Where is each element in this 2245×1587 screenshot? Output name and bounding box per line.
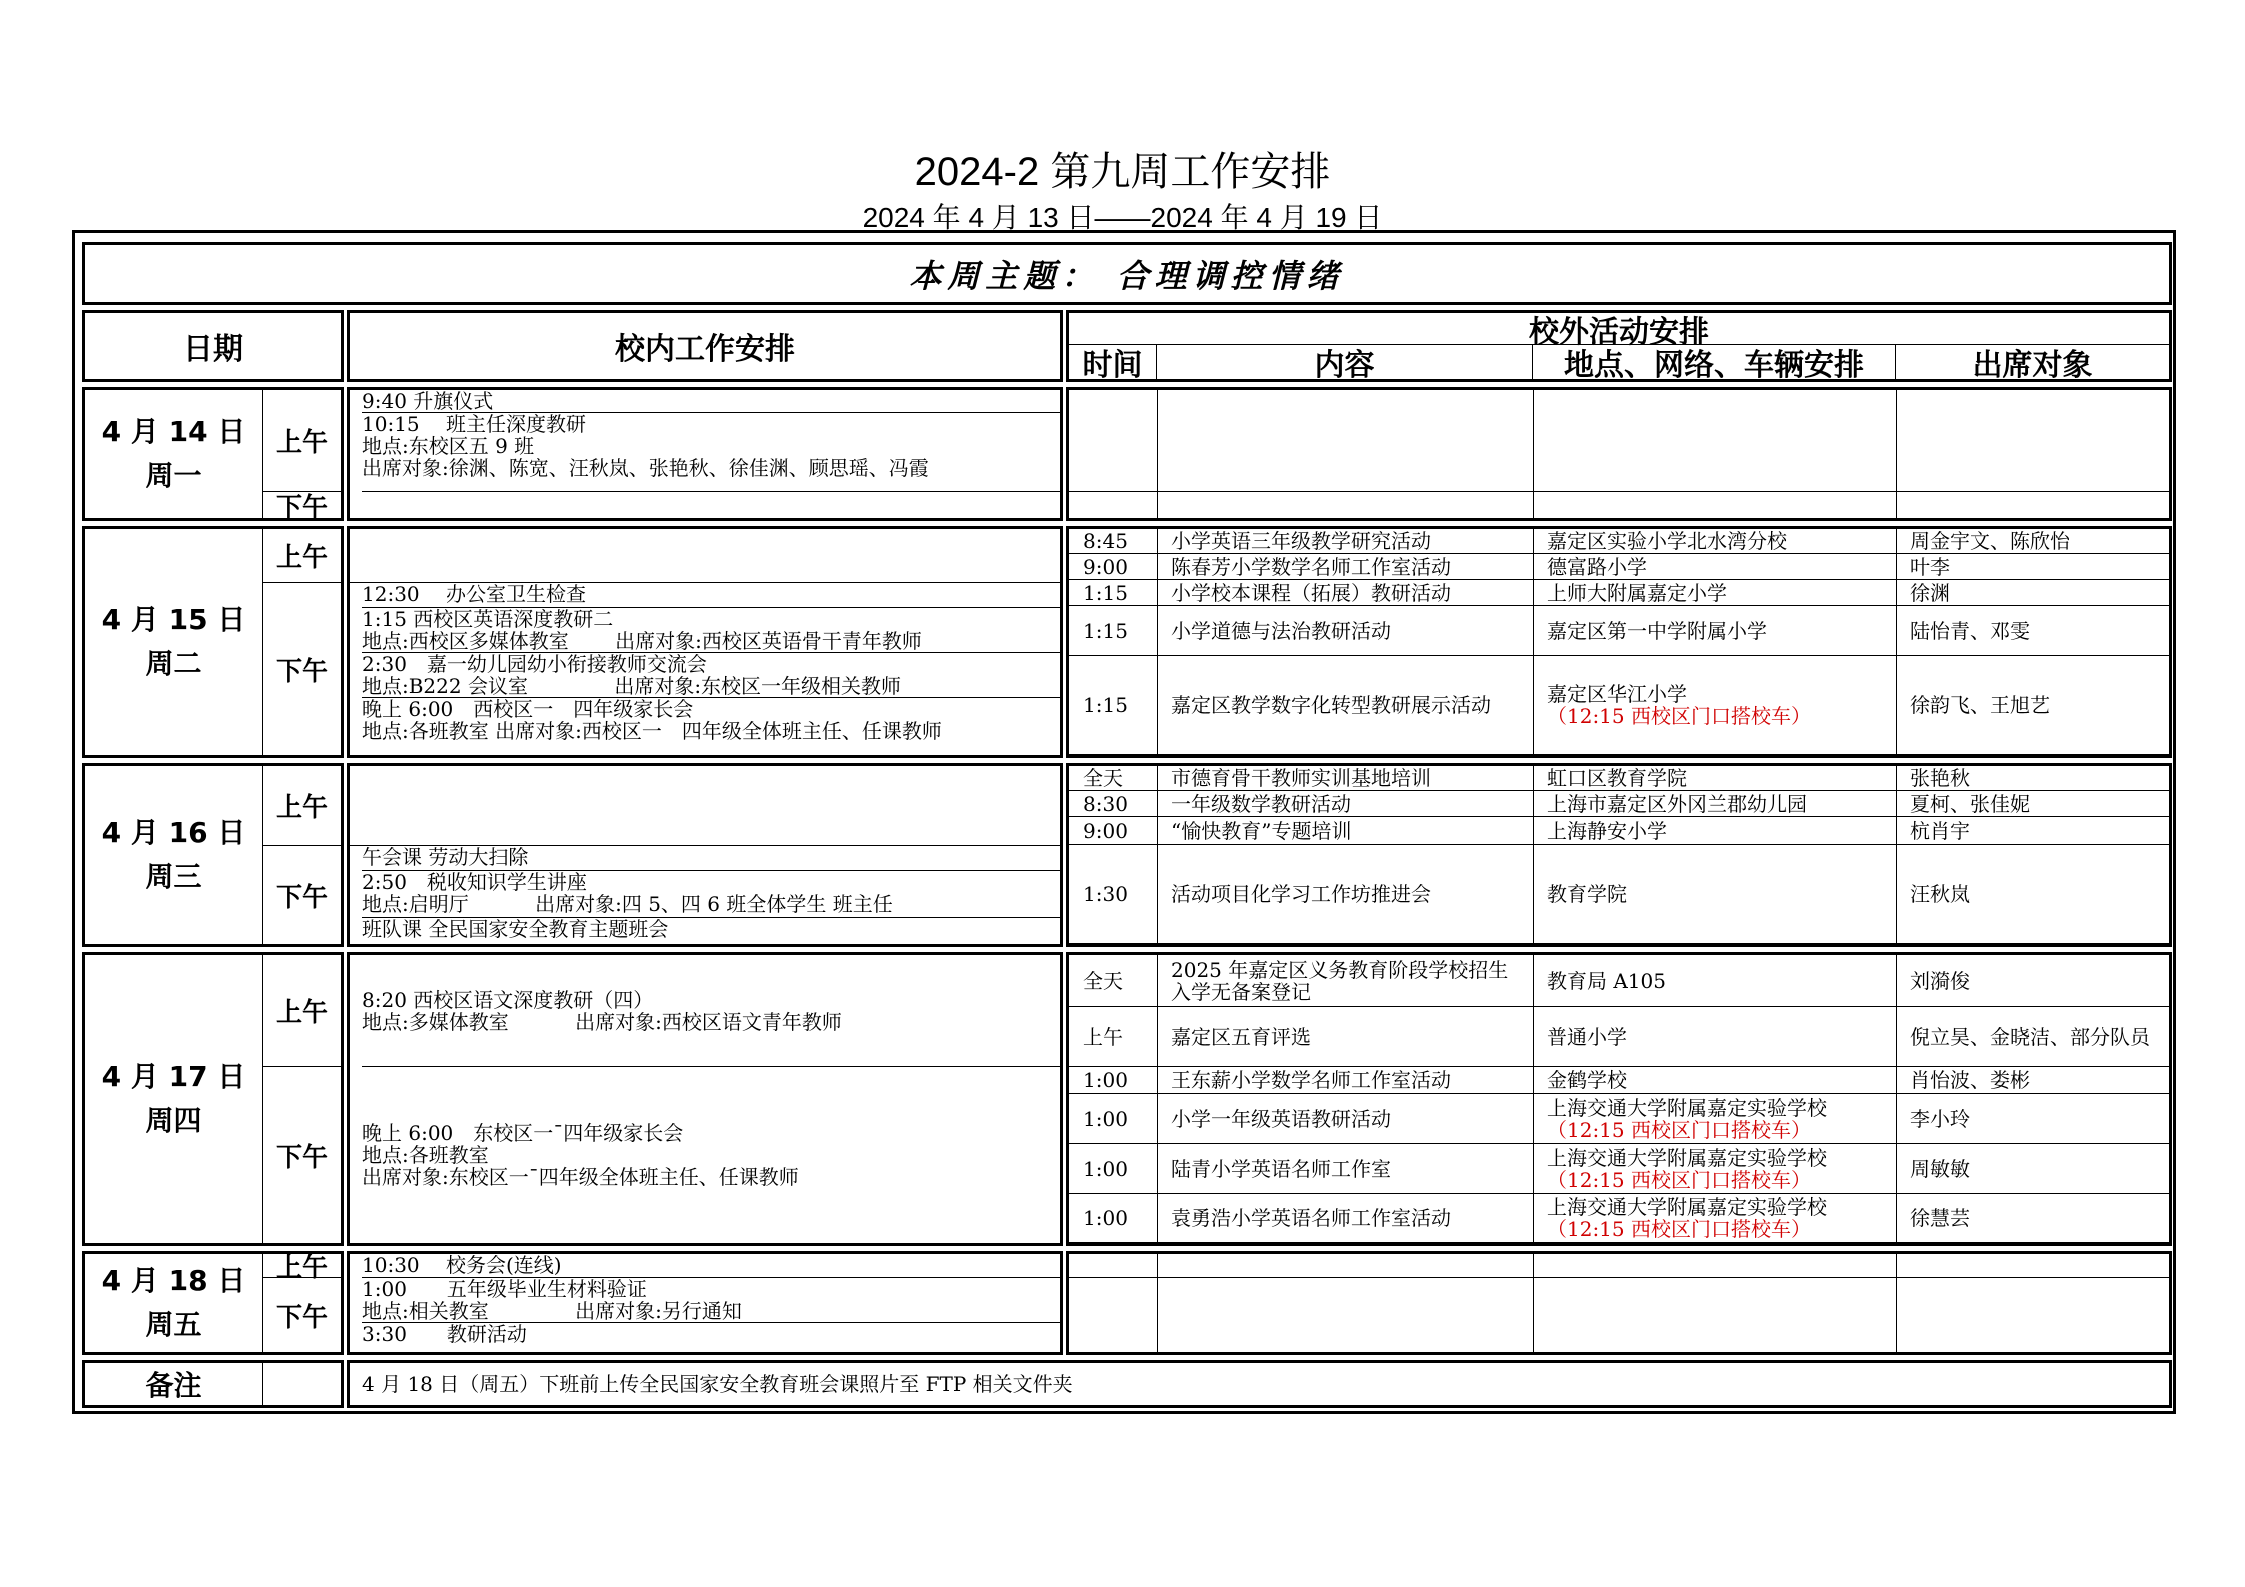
internal-am (362, 1254, 1060, 1278)
internal-item: 班队课 全民国家安全教育主题班会 (362, 917, 669, 941)
ext-content: 活动项目化学习工作坊推进会 (1171, 882, 1431, 906)
period-am: 上午 (263, 390, 341, 492)
period-am: 上午 (263, 955, 341, 1067)
external-empty-row (1069, 390, 2169, 492)
internal-item: 地点:西校区多媒体教室 出席对象:西校区英语骨干青年教师 (362, 630, 1060, 653)
ext-time: 1:30 (1083, 882, 1128, 906)
header-external (1066, 310, 2172, 382)
period-am: 上午 (263, 1254, 341, 1278)
external-friday (1066, 1251, 2172, 1355)
external-row (1069, 606, 2169, 656)
ext-attendees: 徐渊 (1910, 580, 1950, 605)
ext-place (1533, 1094, 1896, 1143)
internal-item: 午会课 劳动大扫除 (362, 846, 1060, 871)
internal-item: 晚上 6:00 西校区一 四年级家长会 (362, 697, 694, 721)
internal-am (362, 955, 1060, 1067)
ext-attendees: 夏柯、张佳妮 (1910, 791, 2030, 816)
external-row (1069, 955, 2169, 1007)
header-external-title: 校外活动安排 (1069, 313, 2169, 345)
internal-am (350, 766, 1060, 846)
page-subtitle: 2024 年 4 月 13 日——2024 年 4 月 19 日 (862, 202, 1383, 233)
day-label (85, 1254, 263, 1352)
ext-place-name: 上海交通大学附属嘉定实验学校 (1547, 1095, 1827, 1120)
day-date: 4 月 16 日 (101, 816, 246, 849)
day-monday (82, 387, 344, 521)
header-attendees: 出席对象 (1972, 348, 2093, 383)
ext-place: 德富路小学 (1547, 554, 1647, 579)
internal-pm (362, 1278, 1060, 1352)
internal-tuesday (347, 526, 1063, 758)
ext-place: 上海市嘉定区外冈兰郡幼儿园 (1547, 791, 1807, 816)
ext-attendees: 叶李 (1910, 554, 1950, 579)
period-am: 上午 (263, 529, 341, 583)
internal-item: 出席对象:东校区一¯四年级全体班主任、任课教师 (362, 1165, 799, 1189)
internal-item: 8:20 西校区语文深度教研（四） (362, 987, 654, 1012)
ext-content: 市德育骨干教师实训基地培训 (1171, 766, 1431, 790)
ext-attendees: 徐慧芸 (1910, 1206, 1970, 1230)
external-wednesday (1066, 763, 2172, 947)
ext-place: 上师大附属嘉定小学 (1547, 580, 1727, 605)
internal-item: 地点:多媒体教室 出席对象:西校区语文青年教师 (362, 1009, 842, 1034)
ext-attendees: 徐韵飞、王旭艺 (1910, 693, 2050, 717)
day-weekday: 周三 (145, 860, 202, 893)
ext-content: 陈春芳小学数学名师工作室活动 (1171, 554, 1451, 579)
ext-content: 一年级数学教研活动 (1171, 791, 1351, 816)
internal-friday (347, 1251, 1063, 1355)
external-row (1069, 529, 2169, 554)
notes-label: 备注 (85, 1363, 263, 1405)
period-pm: 下午 (275, 1302, 328, 1333)
internal-item: 1:15 西校区英语深度教研二 (362, 607, 614, 631)
header-place: 地点、网络、车辆安排 (1533, 345, 1896, 379)
ext-place: 虹口区教育学院 (1547, 766, 1687, 790)
external-row (1069, 817, 2169, 845)
day-weekday: 周五 (145, 1308, 202, 1341)
day-tuesday (82, 526, 344, 758)
external-row (1069, 1194, 2169, 1243)
notes-label-box (82, 1360, 344, 1408)
internal-item: 12:30 办公室卫生检查 (362, 583, 1060, 608)
page-title: 2024-2 第九周工作安排 (914, 150, 1331, 194)
ext-time: 全天 (1083, 766, 1123, 790)
ext-place (1533, 1194, 1896, 1242)
ext-time: 1:15 (1083, 693, 1128, 717)
internal-pm (362, 846, 1060, 944)
ext-place: 嘉定区第一中学附属小学 (1547, 618, 1767, 643)
period-pm: 下午 (275, 1142, 328, 1173)
ext-attendees: 周金宇文、陈欣怡 (1910, 529, 2070, 553)
day-weekday: 周四 (145, 1104, 202, 1137)
internal-wednesday (347, 763, 1063, 947)
ext-content: “愉快教育”专题培训 (1171, 818, 1352, 843)
ext-time: 9:00 (1083, 554, 1128, 579)
ext-content: 嘉定区五育评选 (1171, 1024, 1311, 1049)
ext-time: 1:00 (1083, 1106, 1128, 1131)
ext-time: 1:15 (1083, 618, 1128, 643)
internal-item: 地点:各班教室 (362, 1143, 489, 1167)
period-am: 上午 (263, 766, 341, 846)
external-row (1069, 766, 2169, 791)
ext-place: 上海静安小学 (1547, 818, 1667, 843)
ext-time: 8:45 (1083, 529, 1128, 553)
header-date: 日期 (82, 310, 344, 382)
external-row (1069, 580, 2169, 606)
ext-attendees: 周敏敏 (1910, 1156, 1970, 1181)
internal-item: 2:50 税收知识学生讲座 (362, 870, 587, 894)
day-wednesday (82, 763, 344, 947)
ext-time: 1:00 (1083, 1206, 1128, 1230)
ext-bus-note: （12:15 西校区门口搭校车） (1547, 1217, 1811, 1241)
day-friday (82, 1251, 344, 1355)
period-pm: 下午 (275, 492, 328, 523)
internal-item: 3:30 教研活动 (362, 1322, 527, 1346)
ext-time: 8:30 (1083, 791, 1128, 816)
ext-place: 嘉定区实验小学北水湾分校 (1547, 529, 1787, 553)
ext-time: 上午 (1083, 1024, 1123, 1049)
ext-content: 小学道德与法治教研活动 (1171, 618, 1391, 643)
internal-item: 地点:B222 会议室 出席对象:东校区一年级相关教师 (362, 675, 1060, 698)
external-row (1069, 845, 2169, 944)
ext-time: 1:15 (1083, 580, 1128, 605)
ext-place (1533, 1144, 1896, 1193)
ext-bus-note: （12:15 西校区门口搭校车） (1547, 1117, 1811, 1142)
internal-monday (347, 387, 1063, 521)
internal-item: 地点:东校区五 9 班 (362, 434, 535, 458)
day-date: 4 月 18 日 (101, 1264, 246, 1297)
ext-attendees: 汪秋岚 (1910, 882, 1970, 906)
internal-item: 晚上 6:00 东校区一¯四年级家长会 (362, 1121, 684, 1145)
external-tuesday (1066, 526, 2172, 758)
ext-bus-note: （12:15 西校区门口搭校车） (1547, 704, 1811, 728)
ext-place: 普通小学 (1547, 1024, 1627, 1049)
header-internal: 校内工作安排 (347, 310, 1063, 382)
notes-text: 4 月 18 日（周五）下班前上传全民国家安全教育班会课照片至 FTP 相关文件夹 (362, 1372, 1073, 1396)
ext-attendees: 陆怡青、邓雯 (1910, 618, 2030, 643)
internal-am (362, 390, 1060, 492)
internal-item: 出席对象:徐渊、陈宽、汪秋岚、张艳秋、徐佳渊、顾思瑶、冯霞 (362, 456, 929, 480)
header-content: 内容 (1157, 345, 1533, 379)
internal-item: 地点:启明厅 出席对象:四 5、四 6 班全体学生 班主任 (362, 893, 1060, 918)
ext-place: 教育学院 (1547, 882, 1627, 906)
internal-item: 地点:相关教室 出席对象:另行通知 (362, 1300, 1060, 1323)
ext-attendees: 张艳秋 (1910, 766, 1970, 790)
internal-item: 10:30 校务会(连线) (362, 1254, 562, 1277)
day-weekday: 周二 (145, 647, 202, 680)
ext-time: 9:00 (1083, 818, 1128, 843)
ext-place: 金鹤学校 (1547, 1068, 1627, 1092)
ext-content: 2025 年嘉定区义务教育阶段学校招生入学无备案登记 (1171, 957, 1509, 1004)
ext-content: 袁勇浩小学英语名师工作室活动 (1171, 1206, 1451, 1230)
ext-place: 教育局 A105 (1547, 968, 1666, 993)
ext-content: 小学校本课程（拓展）教研活动 (1171, 580, 1451, 605)
weekly-theme: 本周主题： 合理调控情绪 (82, 242, 2172, 305)
ext-content: 小学英语三年级教学研究活动 (1171, 529, 1431, 553)
day-thursday (82, 952, 344, 1246)
external-row (1069, 1094, 2169, 1144)
ext-attendees: 肖怡波、娄彬 (1910, 1068, 2030, 1092)
external-empty-row (1069, 1254, 2169, 1278)
internal-pm (362, 1067, 1060, 1243)
ext-time: 1:00 (1083, 1156, 1128, 1181)
ext-place-name: 上海交通大学附属嘉定实验学校 (1547, 1145, 1827, 1170)
ext-place-name: 上海交通大学附属嘉定实验学校 (1547, 1195, 1827, 1219)
ext-attendees: 刘漪俊 (1910, 968, 1970, 993)
day-label (85, 766, 263, 944)
internal-item: 10:15 班主任深度教研 (362, 412, 586, 436)
day-date: 4 月 17 日 (101, 1060, 246, 1093)
ext-content: 小学一年级英语教研活动 (1171, 1106, 1391, 1131)
period-pm: 下午 (275, 656, 328, 687)
ext-place-name: 嘉定区华江小学 (1547, 682, 1687, 706)
external-row (1069, 1144, 2169, 1194)
ext-place (1533, 656, 1896, 754)
internal-item: 1:00 五年级毕业生材料验证 (362, 1278, 647, 1301)
notes-box (347, 1360, 2172, 1408)
ext-time: 1:00 (1083, 1068, 1128, 1092)
internal-item: 9:40 升旗仪式 (362, 390, 1060, 413)
ext-content: 王东薪小学数学名师工作室活动 (1171, 1068, 1451, 1092)
ext-time: 全天 (1083, 968, 1123, 993)
ext-attendees: 杭肖宇 (1910, 818, 1970, 843)
day-label (85, 955, 263, 1243)
day-weekday: 周一 (145, 459, 202, 492)
ext-attendees: 倪立昊、金晓洁、部分队员 (1910, 1024, 2150, 1049)
internal-item: 地点:各班教室 出席对象:西校区一 四年级全体班主任、任课教师 (362, 719, 942, 743)
header-time: 时间 (1069, 345, 1157, 379)
internal-am (350, 529, 1060, 583)
period-pm: 下午 (275, 882, 328, 913)
ext-content: 嘉定区教学数字化转型教研展示活动 (1171, 693, 1491, 717)
external-row (1069, 1067, 2169, 1094)
external-row (1069, 791, 2169, 817)
external-row (1069, 554, 2169, 580)
external-row (1069, 1007, 2169, 1067)
day-label (85, 390, 263, 518)
internal-thursday (347, 952, 1063, 1246)
internal-pm (362, 583, 1060, 755)
ext-attendees: 李小玲 (1910, 1106, 1970, 1131)
ext-content: 陆青小学英语名师工作室 (1171, 1156, 1391, 1181)
ext-bus-note: （12:15 西校区门口搭校车） (1547, 1167, 1811, 1192)
day-date: 4 月 14 日 (101, 415, 246, 448)
internal-item: 2:30 嘉一幼儿园幼小衔接教师交流会 (362, 652, 707, 676)
external-thursday (1066, 952, 2172, 1246)
external-monday (1066, 387, 2172, 521)
day-date: 4 月 15 日 (101, 603, 246, 636)
day-label (85, 529, 263, 755)
external-row (1069, 656, 2169, 755)
